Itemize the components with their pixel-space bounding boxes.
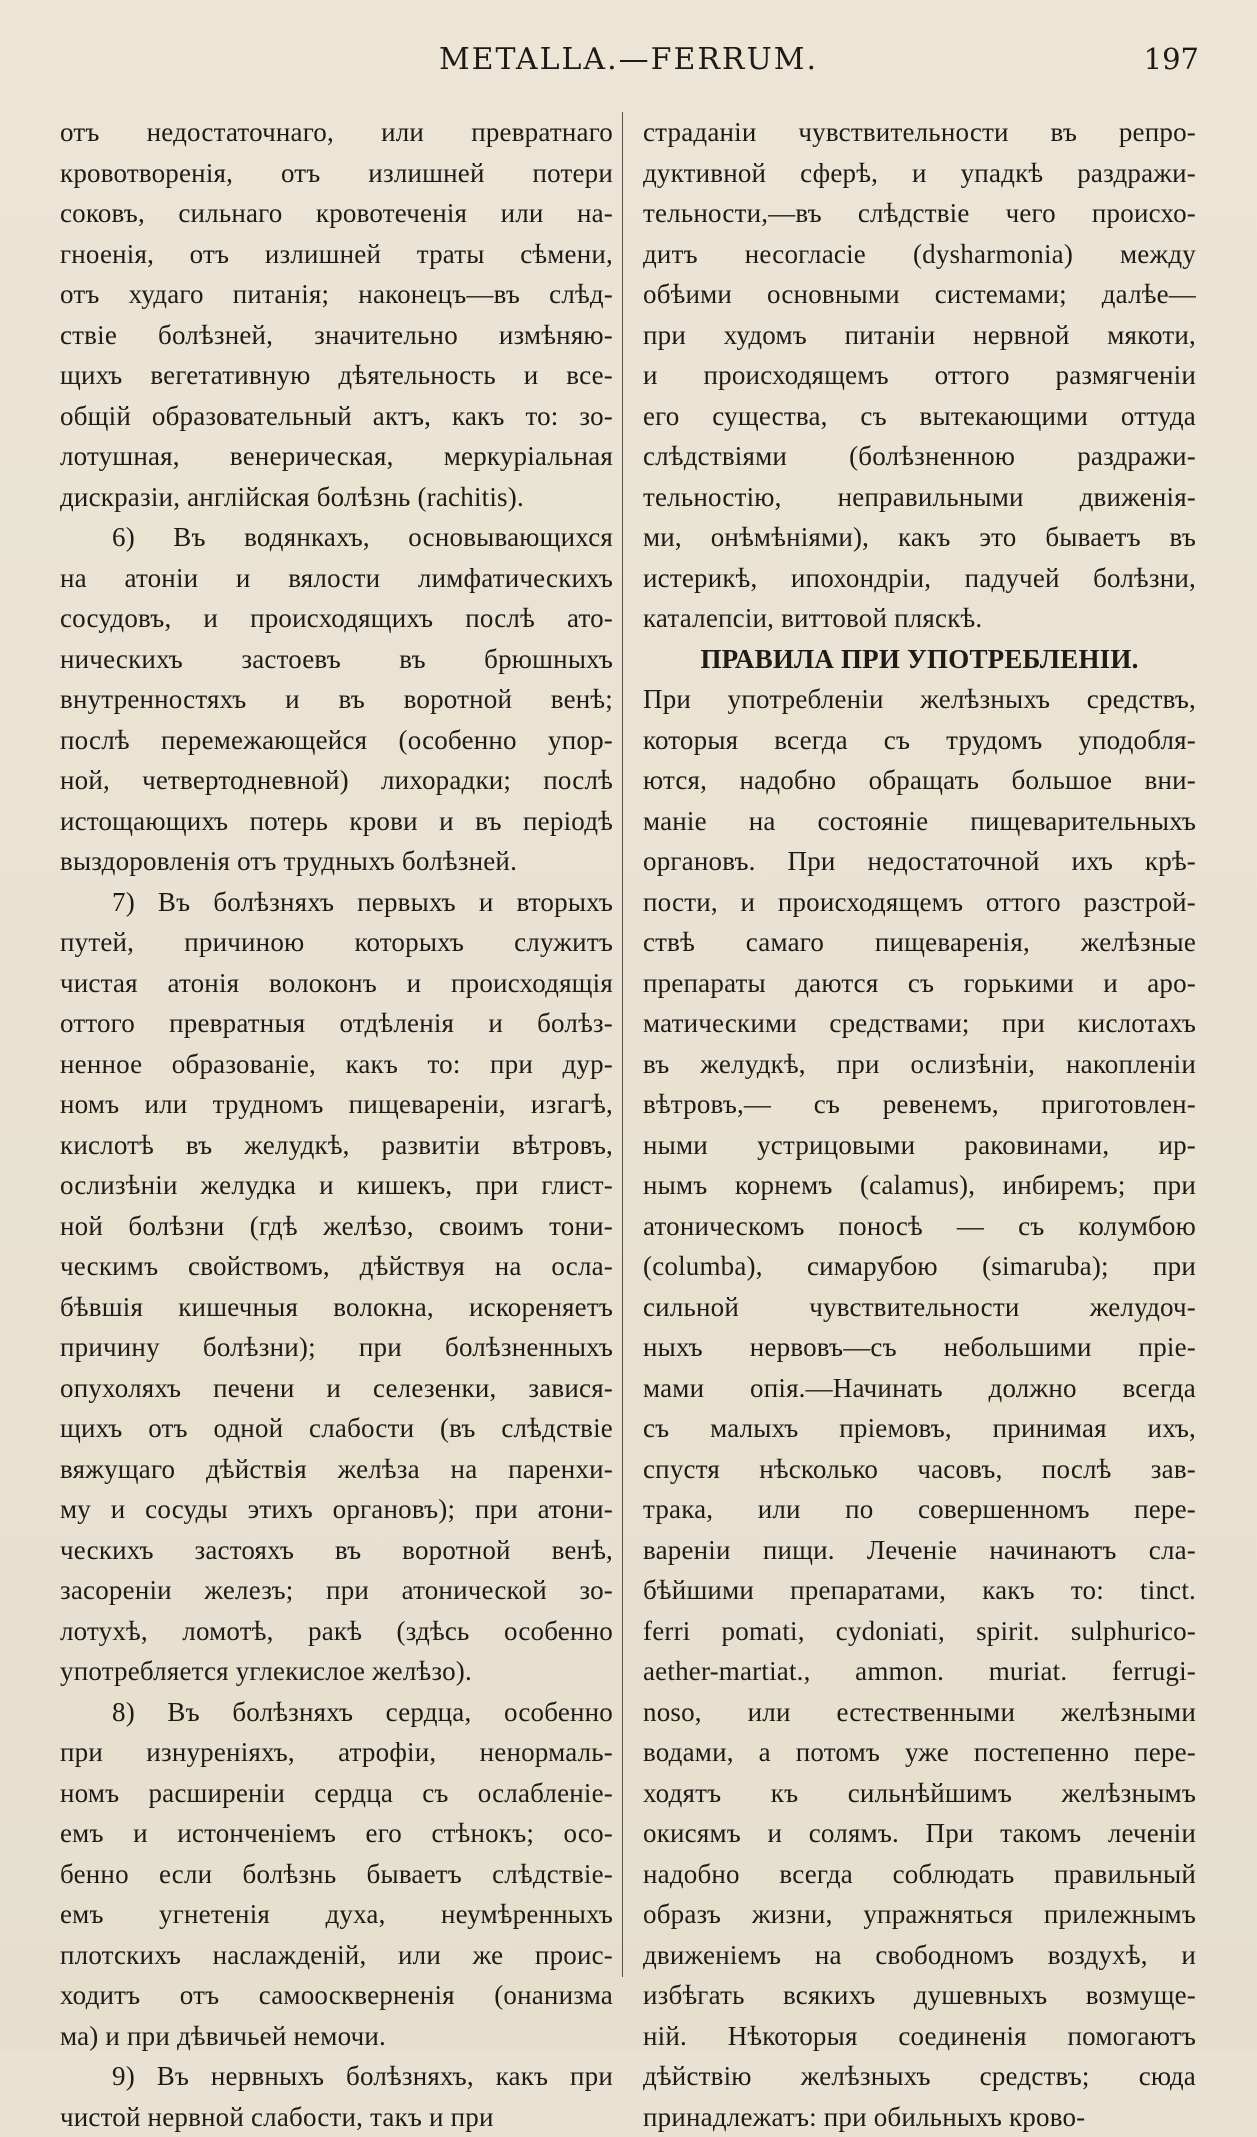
text-line: истощающихъ потерь крови и въ періодѣ bbox=[60, 801, 613, 842]
text-line: надобно всегда соблюдать правильный bbox=[643, 1854, 1196, 1895]
text-line: опухоляхъ печени и селезенки, завися- bbox=[60, 1368, 613, 1409]
text-line: обѣими основными системами; далѣе— bbox=[643, 274, 1196, 315]
text-line: движеніемъ на свободномъ воздухѣ, и bbox=[643, 1935, 1196, 1976]
text-line: щихъ вегетативную дѣятельность и все- bbox=[60, 355, 613, 396]
text-line: noso, или естественными желѣзными bbox=[643, 1692, 1196, 1733]
text-line: при худомъ питаніи нервной мякоти, bbox=[643, 315, 1196, 356]
text-line: му и сосуды этихъ органовъ); при атони- bbox=[60, 1489, 613, 1530]
text-line: ствіе болѣзней, значительно измѣняю- bbox=[60, 315, 613, 356]
text-line: окисямъ и солямъ. При такомъ леченіи bbox=[643, 1813, 1196, 1854]
text-line: каталепсіи, виттовой пляскѣ. bbox=[643, 598, 1196, 639]
text-line: ныхъ нервовъ—съ небольшими пріе- bbox=[643, 1327, 1196, 1368]
text-line: номъ или трудномъ пищевареніи, изгагѣ, bbox=[60, 1084, 613, 1125]
text-line: оттого превратныя отдѣленія и болѣз- bbox=[60, 1003, 613, 1044]
text-line: тельности,—въ слѣдствіе чего происхо- bbox=[643, 193, 1196, 234]
text-line: пости, и происходящемъ оттого разстрой- bbox=[643, 882, 1196, 923]
text-line: емъ угнетенія духа, неумѣренныхъ bbox=[60, 1894, 613, 1935]
text-line: спустя нѣсколько часовъ, послѣ зав- bbox=[643, 1449, 1196, 1490]
page-number: 197 bbox=[1144, 42, 1199, 76]
text-line: aether-martiat., ammon. muriat. ferrugi- bbox=[643, 1651, 1196, 1692]
text-line: тельностію, неправильными движенія- bbox=[643, 477, 1196, 518]
text-line: ходятъ къ сильнѣйшимъ желѣзнымъ bbox=[643, 1773, 1196, 1814]
text-line: лотухѣ, ломотѣ, ракѣ (здѣсь особенно bbox=[60, 1611, 613, 1652]
left-column bbox=[60, 112, 613, 2137]
text-line: страданіи чувствительности въ репро- bbox=[643, 112, 1196, 153]
text-line: выздоровленія отъ трудныхъ болѣзней. bbox=[60, 841, 613, 882]
text-line: сосудовъ, и происходящихъ послѣ ато- bbox=[60, 598, 613, 639]
text-line: 8) Въ болѣзняхъ сердца, особенно bbox=[60, 1692, 613, 1733]
text-line: принадлежатъ: при обильныхъ крово- bbox=[643, 2097, 1196, 2137]
text-line: бенно если болѣзнь бываетъ слѣдствіе- bbox=[60, 1854, 613, 1895]
text-line: мами опія.—Начинать должно всегда bbox=[643, 1368, 1196, 1409]
text-line: отъ худаго питанія; наконецъ—въ слѣд- bbox=[60, 274, 613, 315]
text-line: ми, онѣмѣніями), какъ это бываетъ въ bbox=[643, 517, 1196, 558]
text-line: ослизѣніи желудка и кишекъ, при глист- bbox=[60, 1165, 613, 1206]
text-line: дѣйствію желѣзныхъ средствъ; сюда bbox=[643, 2056, 1196, 2097]
text-line: органовъ. При недостаточной ихъ крѣ- bbox=[643, 841, 1196, 882]
text-line: трака, или по совершенномъ пере- bbox=[643, 1489, 1196, 1530]
text-line: препараты даются съ горькими и аро- bbox=[643, 963, 1196, 1004]
text-line: ческимъ свойствомъ, дѣйствуя на осла- bbox=[60, 1246, 613, 1287]
text-line: ются, надобно обращать большое вни- bbox=[643, 760, 1196, 801]
text-line: атоническомъ поносѣ — съ колумбою bbox=[643, 1206, 1196, 1247]
text-line: которыя всегда съ трудомъ уподобля- bbox=[643, 720, 1196, 761]
text-line: бѣвшія кишечныя волокна, искореняетъ bbox=[60, 1287, 613, 1328]
text-line: чистая атонія волоконъ и происходящія bbox=[60, 963, 613, 1004]
text-line: кислотѣ въ желудкѣ, развитіи вѣтровъ, bbox=[60, 1125, 613, 1166]
text-line: причину болѣзни); при болѣзненныхъ bbox=[60, 1327, 613, 1368]
text-line: водами, а потомъ уже постепенно пере- bbox=[643, 1732, 1196, 1773]
text-line: съ малыхъ пріемовъ, принимая ихъ, bbox=[643, 1408, 1196, 1449]
text-line: послѣ перемежающейся (особенно упор- bbox=[60, 720, 613, 761]
text-line: лотушная, венерическая, меркуріальная bbox=[60, 436, 613, 477]
text-line: ной болѣзни (гдѣ желѣзо, своимъ тони- bbox=[60, 1206, 613, 1247]
text-line: при изнуреніяхъ, атрофіи, ненормаль- bbox=[60, 1732, 613, 1773]
right-column bbox=[643, 112, 1196, 2137]
text-line: истерикѣ, ипохондріи, падучей болѣзни, bbox=[643, 558, 1196, 599]
text-line: чистой нервной слабости, такъ и при bbox=[60, 2097, 613, 2137]
text-line: плотскихъ наслажденій, или же проис- bbox=[60, 1935, 613, 1976]
text-line: матическими средствами; при кислотахъ bbox=[643, 1003, 1196, 1044]
column-divider bbox=[622, 112, 623, 1977]
text-line: вареніи пищи. Леченіе начинаютъ сла- bbox=[643, 1530, 1196, 1571]
text-line: ПРАВИЛА ПРИ УПОТРЕБЛЕНІИ. bbox=[643, 639, 1196, 680]
text-line: кровотворенія, отъ излишней потери bbox=[60, 153, 613, 194]
text-line: дитъ несогласіе (dysharmonia) между bbox=[643, 234, 1196, 275]
text-line: 9) Въ нервныхъ болѣзняхъ, какъ при bbox=[60, 2056, 613, 2097]
text-line: ferri pomati, cydoniati, spirit. sulphurico- bbox=[643, 1611, 1196, 1652]
text-line: ма) и при дѣвичьей немочи. bbox=[60, 2016, 613, 2057]
text-line: на атоніи и вялости лимфатическихъ bbox=[60, 558, 613, 599]
text-line: ными устрицовыми раковинами, ир- bbox=[643, 1125, 1196, 1166]
text-line: ническихъ застоевъ въ брюшныхъ bbox=[60, 639, 613, 680]
text-line: емъ и истонченіемъ его стѣнокъ; осо- bbox=[60, 1813, 613, 1854]
text-line: ствѣ самаго пищеваренія, желѣзные bbox=[643, 922, 1196, 963]
text-line: нымъ корнемъ (calamus), инбиремъ; при bbox=[643, 1165, 1196, 1206]
text-line: употребляется углекислое желѣзо). bbox=[60, 1651, 613, 1692]
text-line: соковъ, сильнаго кровотеченія или на- bbox=[60, 193, 613, 234]
text-line: сильной чувствительности желудоч- bbox=[643, 1287, 1196, 1328]
text-line: гноенія, отъ излишней траты сѣмени, bbox=[60, 234, 613, 275]
text-line: ній. Нѣкоторыя соединенія помогаютъ bbox=[643, 2016, 1196, 2057]
text-line: слѣдствіями (болѣзненною раздражи- bbox=[643, 436, 1196, 477]
text-line: ной, четвертодневной) лихорадки; послѣ bbox=[60, 760, 613, 801]
text-line: 6) Въ водянкахъ, основывающихся bbox=[60, 517, 613, 558]
text-line: въ желудкѣ, при ослизѣніи, накопленіи bbox=[643, 1044, 1196, 1085]
text-line: вяжущаго дѣйствія желѣза на паренхи- bbox=[60, 1449, 613, 1490]
text-line: дуктивной сферѣ, и упадкѣ раздражи- bbox=[643, 153, 1196, 194]
text-line: ходитъ отъ самооскверненія (онанизма bbox=[60, 1975, 613, 2016]
text-line: щихъ отъ одной слабости (въ слѣдствіе bbox=[60, 1408, 613, 1449]
text-line: ческихъ застояхъ въ воротной венѣ, bbox=[60, 1530, 613, 1571]
text-line: При употребленіи желѣзныхъ средствъ, bbox=[643, 679, 1196, 720]
text-line: отъ недостаточнаго, или превратнаго bbox=[60, 112, 613, 153]
running-title: METALLA.—FERRUM. bbox=[0, 42, 1257, 77]
text-line: образъ жизни, упражняться прилежнымъ bbox=[643, 1894, 1196, 1935]
text-line: внутренностяхъ и въ воротной венѣ; bbox=[60, 679, 613, 720]
text-line: общій образовательный актъ, какъ то: зо- bbox=[60, 396, 613, 437]
text-line: и происходящемъ оттого размягченіи bbox=[643, 355, 1196, 396]
text-line: дискразіи, англійская болѣзнь (rachitis). bbox=[60, 477, 613, 518]
text-line: бѣйшими препаратами, какъ то: tinct. bbox=[643, 1570, 1196, 1611]
text-line: 7) Въ болѣзняхъ первыхъ и вторыхъ bbox=[60, 882, 613, 923]
text-line: маніе на состояніе пищеварительныхъ bbox=[643, 801, 1196, 842]
text-line: вѣтровъ,— съ ревенемъ, приготовлен- bbox=[643, 1084, 1196, 1125]
running-head bbox=[0, 42, 1257, 82]
text-line: его существа, съ вытекающими оттуда bbox=[643, 396, 1196, 437]
text-line: (columba), симарубою (simaruba); при bbox=[643, 1246, 1196, 1287]
text-line: номъ расширеніи сердца съ ослабленіе- bbox=[60, 1773, 613, 1814]
text-line: путей, причиною которыхъ служитъ bbox=[60, 922, 613, 963]
text-line: засореніи железъ; при атонической зо- bbox=[60, 1570, 613, 1611]
text-line: ненное образованіе, какъ то: при дур- bbox=[60, 1044, 613, 1085]
text-line: избѣгать всякихъ душевныхъ возмуще- bbox=[643, 1975, 1196, 2016]
